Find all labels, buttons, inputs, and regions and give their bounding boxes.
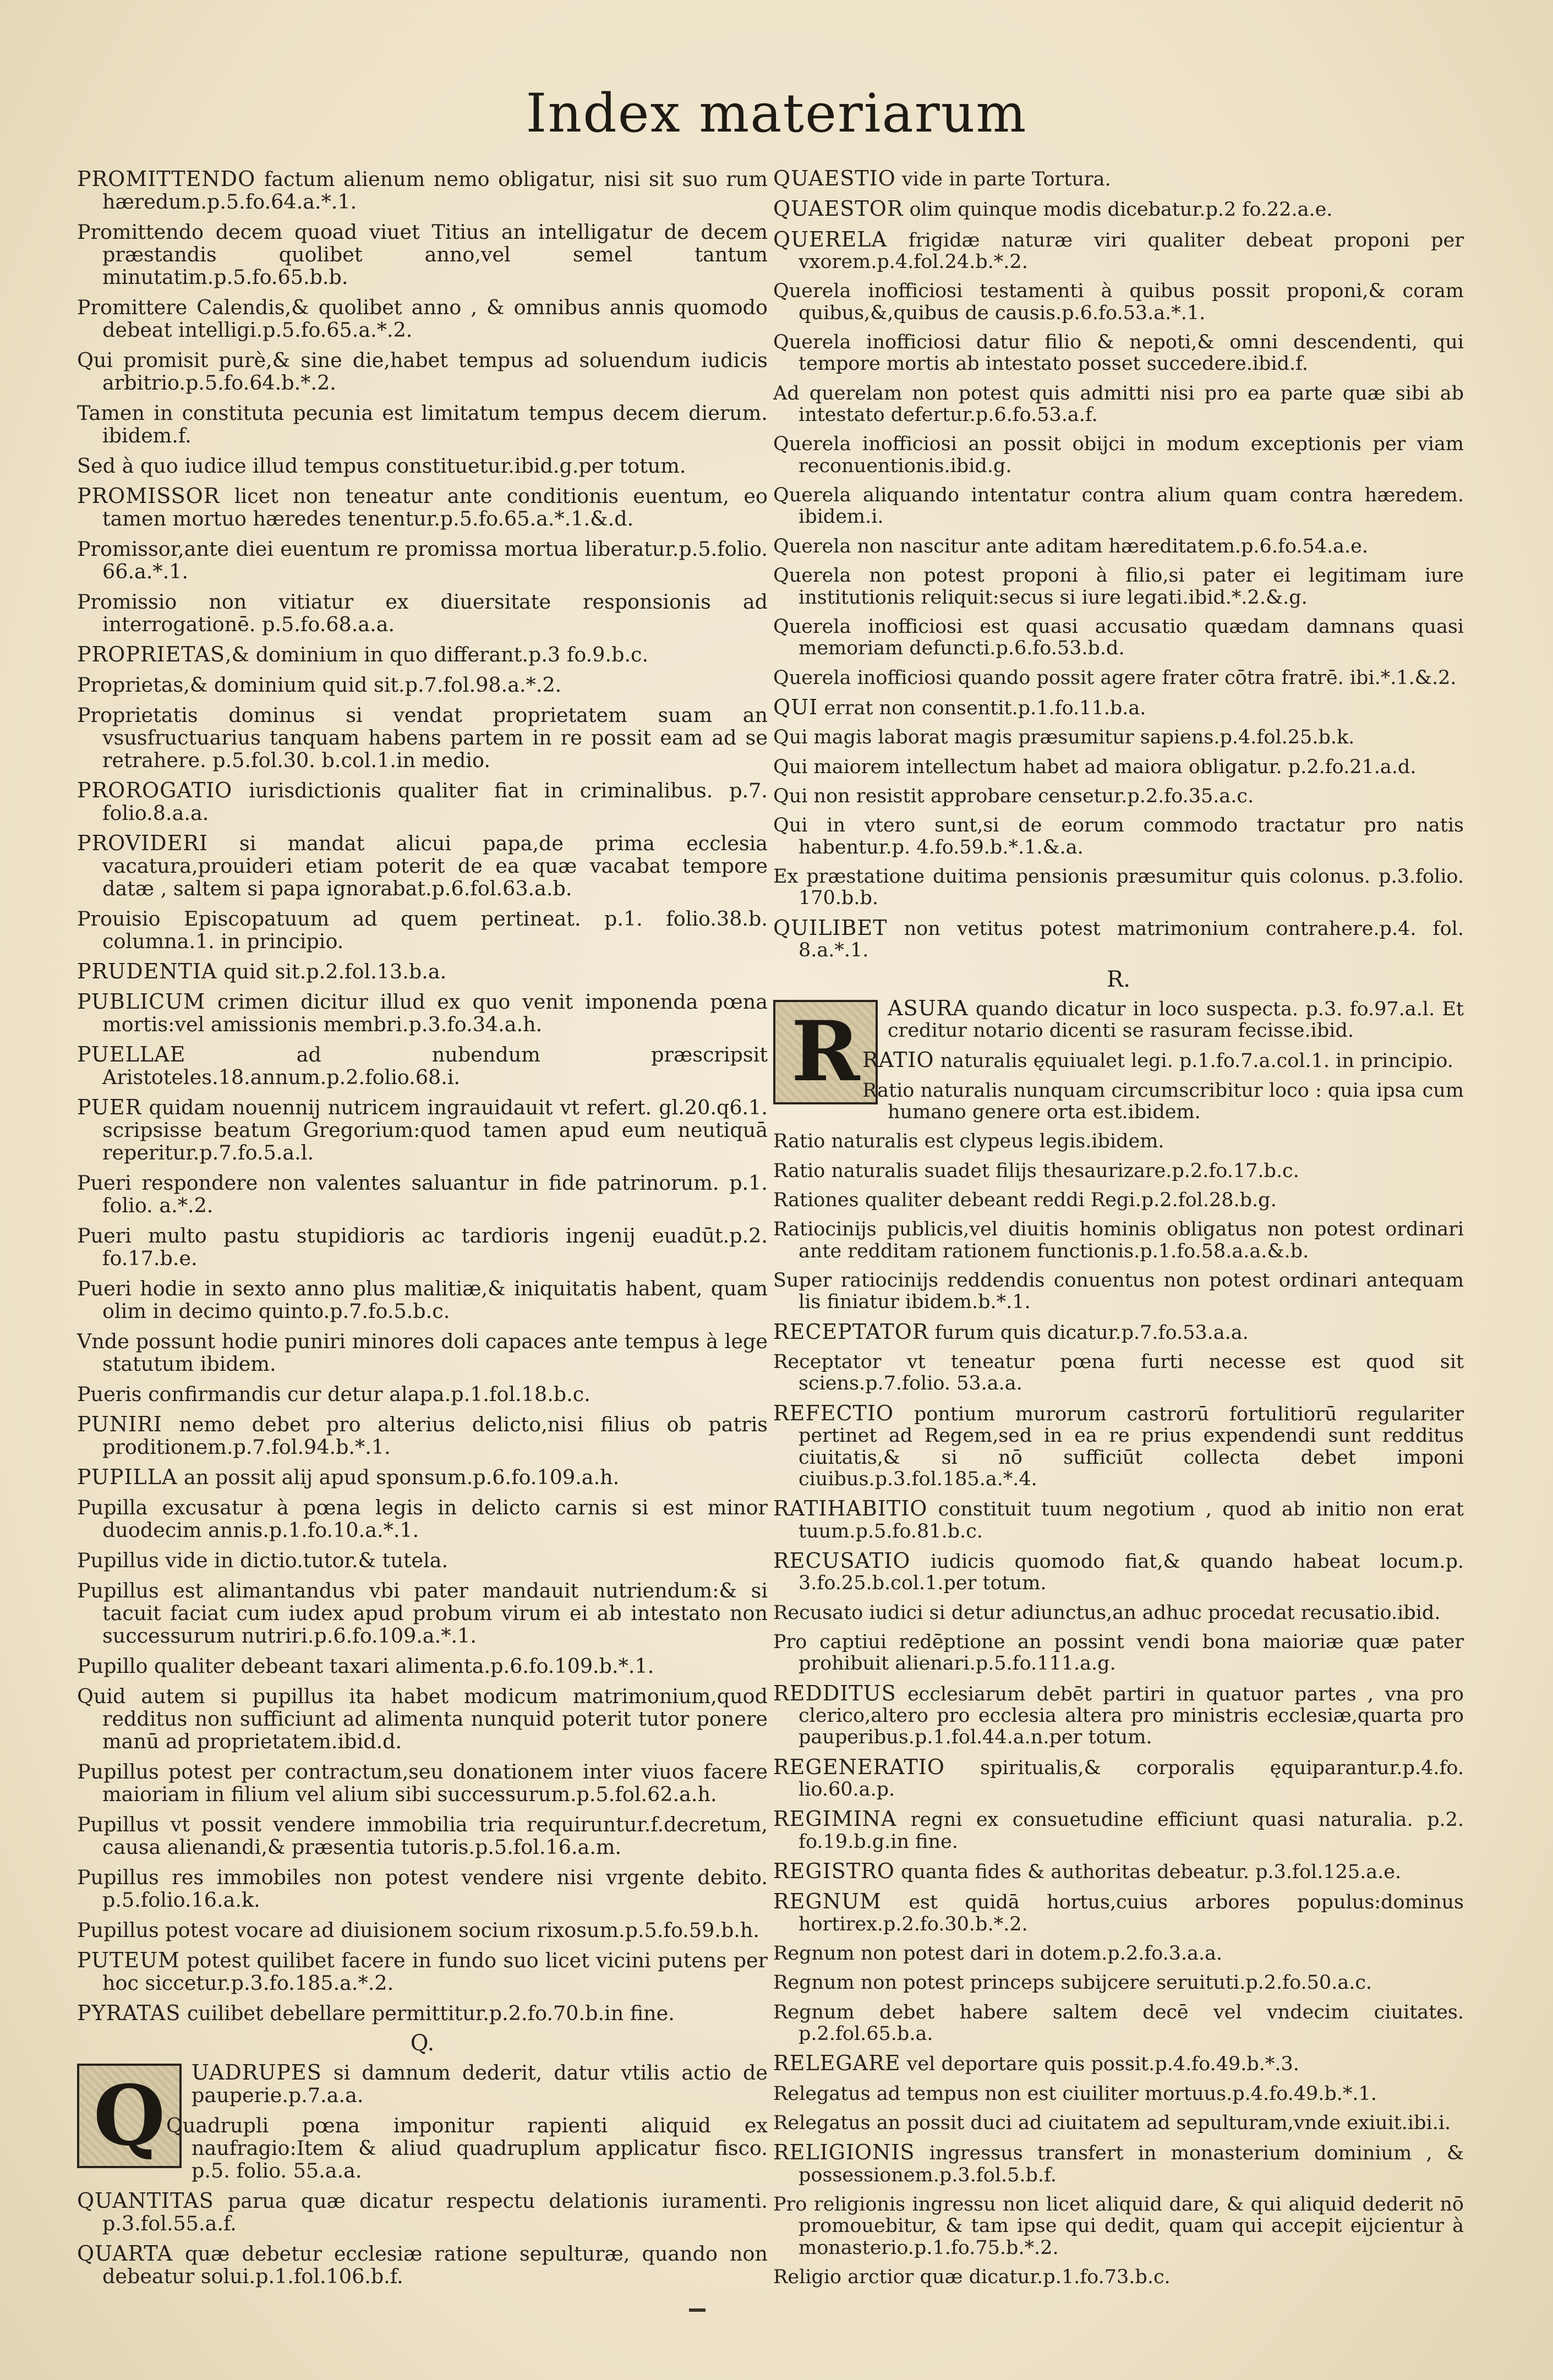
entry-text: Pueris confirmandis cur detur alapa.p.1.fol.18.b.c.	[77, 1382, 590, 1406]
entry-text: Pupillus vide in dictio.tutor.& tutela.	[77, 1549, 449, 1572]
entry-lemma: QUILIBET	[773, 915, 888, 940]
index-entry	[77, 1466, 768, 1489]
index-entry	[773, 1808, 1464, 1853]
index-entry	[773, 1131, 1464, 1152]
entry-lemma: REFECTIO	[773, 1400, 894, 1425]
entry-lemma: REGENERATIO	[773, 1754, 945, 1779]
index-entry	[77, 1579, 768, 1647]
entry-lemma: UADRUPES	[192, 2060, 322, 2084]
entry-lemma: PUELLAE	[77, 1042, 186, 1066]
index-entry	[77, 2002, 768, 2025]
entry-lemma: REGNUM	[773, 1889, 882, 1914]
section-letter: Q.	[410, 2031, 435, 2056]
index-entry	[77, 1549, 768, 1572]
left-column	[77, 168, 768, 2295]
index-entry	[77, 1096, 768, 1164]
entry-lemma: REGISTRO	[773, 1859, 895, 1883]
index-entry	[77, 485, 768, 530]
entry-text: cuilibet debellare permittitur.p.2.fo.70.b.in fine.	[181, 2001, 675, 2025]
index-entry	[77, 296, 768, 341]
entry-text: Querela non nascitur ante aditam hæreditatem.p.6.fo.54.a.e.	[773, 535, 1368, 557]
entry-text: Pro captiui redēptione an possint vendi bona maioriæ quæ pater prohibuit alienari.p.5.fo.111.a.g.	[773, 1631, 1464, 1675]
entry-text: constituit tuum negotium , quod ab initio non erat tuum.p.5.fo.81.b.c.	[799, 1498, 1464, 1542]
index-entry	[77, 349, 768, 394]
entry-text: Proprietas,& dominium quid sit.p.7.fol.98.a.*.2.	[77, 673, 562, 697]
index-entry	[77, 1866, 768, 1911]
entry-lemma: RATIHABITIO	[773, 1496, 928, 1521]
entry-text: ad nubendum præscripsit Aristoteles.18.annum.p.2.folio.68.i.	[102, 1043, 768, 1089]
index-entry	[773, 1049, 1464, 1072]
index-entry	[773, 383, 1464, 426]
entry-text: Pro religionis ingressu non licet aliquid dare, & qui aliquid dederit nō promouebitur, & tam ipse qui dedit, quam qui accepit eijcientur à monasterio.p.1.fo.75.b.*.2.	[773, 2193, 1464, 2259]
section-letter: R.	[1107, 967, 1130, 993]
entry-text: Pueri respondere non valentes saluantur in fide patrinorum. p.1. folio. a.*.2.	[77, 1171, 768, 1217]
index-entry	[773, 1754, 1464, 1801]
index-entry	[773, 1891, 1464, 1935]
entry-lemma: RECUSATIO	[773, 1548, 911, 1573]
entry-lemma: RELEGARE	[773, 2051, 901, 2076]
index-entry	[77, 1330, 768, 1375]
index-entry	[77, 1383, 768, 1405]
entry-lemma: RELIGIONIS	[773, 2140, 915, 2165]
index-entry	[77, 1277, 768, 1322]
entry-text: si damnum dederit, datur vtilis actio de pauperie.p.7.a.a.	[192, 2061, 768, 2107]
entry-text: Promissor,ante diei euentum re promissa mortua liberatur.p.5.folio. 66.a.*.1.	[77, 537, 768, 583]
index-entry	[77, 1655, 768, 1677]
index-entry	[773, 1943, 1464, 1965]
index-entry	[773, 1498, 1464, 1542]
entry-lemma: REGIMINA	[773, 1807, 897, 1831]
entry-text: Quadrupli pœna imponitur rapienti aliquid ex naufragio:Item & aliud quadruplum applicatur fisco. p.5. folio. 55.a.a.	[166, 2114, 768, 2182]
entry-text: iurisdictionis qualiter fiat in criminalibus. p.7. folio.8.a.a.	[102, 779, 768, 825]
entry-text: Ratio naturalis nunquam circumscribitur loco : quia ipsa cum humano genere orta est.ibidem.	[862, 1079, 1464, 1124]
index-entry	[773, 1270, 1464, 1314]
entry-lemma: PROMITTENDO	[77, 167, 256, 191]
index-entry	[773, 485, 1464, 528]
entry-text: iudicis quomodo fiat,& quando habeat locum.p. 3.fo.25.b.col.1.per totum.	[799, 1550, 1464, 1595]
index-entry	[77, 1685, 768, 1753]
entry-text: parua quæ dicatur respectu delationis iuramenti. p.3.fol.55.a.f.	[102, 2189, 768, 2235]
index-entry	[773, 2083, 1464, 2105]
entry-text: Ratiocinijs publicis,vel diuitis hominis obligatus non potest ordinari ante redditam rationem functionis.p.1.fo.58.a.a.&.b.	[773, 1218, 1464, 1262]
index-entry	[77, 1949, 768, 1994]
index-entry	[773, 917, 1464, 962]
entry-text: Querela non potest proponi à filio,si pater ei legitimam iure institutionis reliquit:secus si iure legati.ibid.*.2.&.g.	[773, 565, 1464, 609]
entry-text: Querela aliquando intentatur contra alium quam contra hæredem. ibidem.i.	[773, 484, 1464, 528]
entry-text: furum quis dicatur.p.7.fo.53.a.a.	[928, 1321, 1249, 1344]
page-mark	[689, 2308, 706, 2312]
index-entry	[773, 1632, 1464, 1675]
index-entry	[77, 455, 768, 477]
entry-text: Promissio non vitiatur ex diuersitate responsionis ad interrogationē. p.5.fo.68.a.a.	[77, 590, 768, 636]
entry-text: ,& dominium in quo differant.p.3 fo.9.b.c.	[225, 643, 649, 666]
decorated-initial: Q	[77, 2064, 182, 2168]
entry-lemma: QUARTA	[77, 2241, 173, 2266]
index-entry	[773, 536, 1464, 557]
index-entry	[773, 332, 1464, 375]
entry-text: Pueri hodie in sexto anno plus malitiæ,& iniquitatis habent, quam olim in decimo quinto.p.7.fo.5.b.c.	[77, 1277, 768, 1323]
index-entry	[77, 1224, 768, 1270]
index-entry	[773, 1550, 1464, 1595]
entry-text: an possit alij apud sponsum.p.6.fo.109.a.h.	[177, 1465, 620, 1489]
entry-text: quæ debetur ecclesiæ ratione sepulturæ, quando non debeatur solui.p.1.fol.106.b.f.	[102, 2242, 768, 2288]
entry-text: Proprietatis dominus si vendat proprietatem suam an vsusfructuarius tanquam habens partem in re possit eam ad se retrahere. p.5.fol.30. b.col.1.in medio.	[77, 703, 768, 772]
index-entry	[773, 1400, 1464, 1490]
entry-text: spiritualis,& corporalis ęquiparantur.p.4.fo. lio.60.a.p.	[799, 1757, 1464, 1801]
index-entry	[773, 2194, 1464, 2259]
entry-text: Promittendo decem quoad viuet Titius an intelligatur de decem præstandis quolibet anno,vel semel tantum minutatim.p.5.fo.65.b.b.	[77, 220, 768, 289]
entry-text: Vnde possunt hodie puniri minores doli capaces ante tempus à lege statutum ibidem.	[77, 1329, 768, 1376]
entry-text: quid sit.p.2.fol.13.b.a.	[217, 960, 447, 983]
index-entry	[773, 1972, 1464, 1994]
entry-text: Qui in vtero sunt,si de eorum commodo tractatur pro natis habentur.p. 4.fo.59.b.*.1.&.a.	[773, 814, 1464, 858]
entry-text: Regnum non potest dari in dotem.p.2.fo.3.a.a.	[773, 1943, 1223, 1965]
index-entry	[77, 2242, 768, 2288]
entry-text: Ratio naturalis suadet filijs thesaurizare.p.2.fo.17.b.c.	[773, 1159, 1299, 1182]
entry-text: ecclesiarum debēt partiri in quatuor partes , vna pro clerico,altero pro ecclesia altera pro ministris ecclesiæ,quarta pro pauperibus.p.1.fol.44.a.n.per totum.	[799, 1683, 1464, 1749]
index-entry	[773, 1683, 1464, 1749]
entry-text: Qui non resistit approbare censetur.p.2.fo.35.a.c.	[773, 785, 1254, 807]
entry-text: Tamen in constituta pecunia est limitatum tempus decem dierum. ibidem.f.	[77, 401, 768, 447]
entry-text: Pupillus vt possit vendere immobilia tria requiruntur.f.decretum, causa alienandi,& præsentia tutoris.p.5.fol.16.a.m.	[77, 1813, 768, 1859]
entry-text: Pupillo qualiter debeant taxari alimenta.p.6.fo.109.b.*.1.	[77, 1654, 654, 1678]
entry-text: olim quinque modis dicebatur.p.2 fo.22.a.e.	[903, 199, 1333, 221]
index-entry	[77, 704, 768, 772]
entry-lemma: PRUDENTIA	[77, 959, 217, 983]
entry-text: Qui magis laborat magis præsumitur sapiens.p.4.fol.25.b.k.	[773, 726, 1355, 749]
index-entry	[773, 229, 1464, 273]
entry-text: quanta fides & authoritas debeatur. p.3.fol.125.a.e.	[894, 1861, 1402, 1883]
index-entry	[77, 1172, 768, 1217]
index-entry	[77, 1760, 768, 1805]
index-entry	[773, 2113, 1464, 2134]
entry-text: factum alienum nemo obligatur, nisi sit suo rum hæredum.p.5.fo.64.a.*.1.	[102, 167, 768, 214]
entry-text: Pupillus potest vocare ad diuisionem socium rixosum.p.5.fo.59.b.h.	[77, 1918, 760, 1942]
entry-text: Ad querelam non potest quis admitti nisi pro ea parte quæ sibi ab intestato defertur.p.6.fo.53.a.f.	[773, 382, 1464, 426]
entry-text: frigidæ naturæ viri qualiter debeat proponi per vxorem.p.4.fol.24.b.*.2.	[799, 229, 1464, 273]
index-entry	[773, 616, 1464, 660]
entry-text: Religio arctior quæ dicatur.p.1.fo.73.b.c.	[773, 2266, 1171, 2289]
index-entry	[773, 815, 1464, 858]
entry-text: Querela inofficiosi datur filio & nepoti,& omni descendenti, qui tempore mortis ab intestato posset succedere.ibid.f.	[773, 331, 1464, 375]
entry-text: Promittere Calendis,& quolibet anno , & omnibus annis quomodo debeat intelligi.p.5.fo.65.a.*.2.	[77, 296, 768, 342]
entry-text: Rationes qualiter debeant reddi Regi.p.2.fol.28.b.g.	[773, 1189, 1277, 1212]
index-entry	[773, 1219, 1464, 1262]
index-entry	[773, 694, 1464, 719]
entry-text: non vetitus potest matrimonium contrahere.p.4. fol. 8.a.*.1.	[799, 917, 1464, 961]
index-entry	[77, 832, 768, 900]
entry-lemma: REDDITUS	[773, 1681, 896, 1705]
entry-text: Ratio naturalis est clypeus legis.ibidem.	[773, 1130, 1164, 1153]
index-entry	[77, 779, 768, 824]
index-entry	[77, 538, 768, 583]
index-entry	[773, 786, 1464, 807]
index-entry	[77, 2190, 768, 2235]
entry-text: Relegatus ad tempus non est ciuiliter mortuus.p.4.fo.49.b.*.1.	[773, 2082, 1377, 2105]
entry-lemma: RATIO	[862, 1048, 934, 1073]
index-entry	[77, 402, 768, 447]
index-entry	[773, 281, 1464, 324]
entry-lemma: PUPILLA	[77, 1465, 178, 1489]
entry-text: Qui promisit purè,& sine die,habet tempus ad soluendum iudicis arbitrio.p.5.fo.64.b.*.2.	[77, 348, 768, 395]
entry-text: Sed à quo iudice illud tempus constituetur.ibid.g.per totum.	[77, 454, 686, 478]
entry-lemma: QUI	[773, 694, 818, 719]
entry-text: quando dicatur in loco suspecta. p.3. fo.97.a.l. Et creditur notario dicenti se rasuram fecisse.ibid.	[888, 998, 1464, 1042]
entry-text: errat non consentit.p.1.fo.11.b.a.	[818, 697, 1146, 719]
entry-text: Ex præstatione duitima pensionis præsumitur quis colonus. p.3.folio. 170.b.b.	[773, 865, 1464, 910]
entry-lemma: PYRATAS	[77, 2001, 181, 2025]
entry-text: Querela inofficiosi an possit obijci in modum exceptionis per viam reconuentionis.ibid.g.	[773, 433, 1464, 477]
index-entry	[773, 2002, 1464, 2045]
index-entry	[77, 168, 768, 213]
entry-lemma: PROROGATIO	[77, 778, 233, 802]
entry-text: vide in parte Tortura.	[895, 168, 1111, 190]
entry-text: Regnum non potest princeps subijcere seruituti.p.2.fo.50.a.c.	[773, 1972, 1372, 1994]
entry-text: si mandat alicui papa,de prima ecclesia vacatura,prouideri etiam poterit de ea quæ vacabat tempore datæ , saltem si papa ignorabat.p.6.fol.63.a.b.	[102, 831, 768, 900]
entry-text: Pupillus res immobiles non potest vendere nisi vrgente debito. p.5.folio.16.a.k.	[77, 1865, 768, 1912]
entry-text: Quid autem si pupillus ita habet modicum matrimonium,quod redditus non sufficiunt ad alimenta nunquid poterit tutor ponere manū ad proprietatem.ibid.d.	[77, 1684, 768, 1753]
index-entry	[77, 960, 768, 983]
entry-lemma: PROMISSOR	[77, 484, 220, 508]
index-entry	[77, 1043, 768, 1088]
entry-lemma: QUAESTIO	[773, 166, 896, 190]
index-entry	[773, 434, 1464, 477]
index-entry	[773, 2267, 1464, 2288]
entry-lemma: PUNIRI	[77, 1412, 162, 1436]
entry-text: Receptator vt teneatur pœna furti necesse est quod sit sciens.p.7.folio. 53.a.a.	[773, 1351, 1464, 1395]
entry-lemma: PROVIDERI	[77, 831, 208, 855]
index-entry	[773, 198, 1464, 221]
index-entry	[77, 643, 768, 666]
decorated-initial: R	[773, 1000, 878, 1104]
entry-text: potest quilibet facere in fundo suo licet vicini putens per hoc siccetur.p.3.fo.185.a.*.2.	[102, 1949, 768, 1995]
entry-text: nemo debet pro alterius delicto,nisi filius ob patris proditionem.p.7.fol.94.b.*.1.	[102, 1413, 768, 1459]
entry-text: Prouisio Episcopatuum ad quem pertineat. p.1. folio.38.b. columna.1. in principio.	[77, 907, 768, 953]
entry-lemma: QUAESTOR	[773, 196, 904, 221]
index-entry	[77, 1496, 768, 1541]
index-entry	[773, 757, 1464, 778]
entry-text: Pupillus est alimantandus vbi pater mandauit nutriendum:& si tacuit faciat cum iudex apud probum virum ei ab intestato non successurum nutriri.p.6.fo.109.a.*.1.	[77, 1579, 768, 1648]
index-entry	[77, 590, 768, 636]
entry-text: Recusato iudici si detur adiunctus,an adhuc procedat recusatio.ibid.	[773, 1601, 1441, 1624]
entry-text: pontium murorum castrorū fortulitiorū regulariter pertinet ad Regem,sed in ea re prius expendendi sunt redditus ciuitatis,& si nō sufficiūt collecta debet imponi ciuibus.p.3.fol.185.a.*.4.	[799, 1403, 1464, 1490]
index-entry	[773, 1861, 1464, 1883]
entry-text: Regnum debet habere saltem decē vel vndecim ciuitates. p.2.fol.65.b.a.	[773, 2001, 1464, 2045]
index-entry	[77, 991, 768, 1036]
index-entry	[773, 668, 1464, 689]
index-entry	[773, 565, 1464, 609]
page-title: Index materiarum	[526, 83, 1027, 144]
index-entry	[77, 221, 768, 288]
index-entry	[77, 674, 768, 696]
entry-text: est quidā hortus,cuius arbores populus:dominus hortirex.p.2.fo.30.b.*.2.	[799, 1891, 1464, 1935]
entry-text: Querela inofficiosi quando possit agere frater cōtra fratrē. ibi.*.1.&.2.	[773, 666, 1457, 689]
entry-text: Super ratiocinijs reddendis conuentus non potest ordinari antequam lis finiatur ibidem.b.*.1.	[773, 1270, 1464, 1314]
entry-text: Querela inofficiosi est quasi accusatio quædam damnans quasi memoriam defuncti.p.6.fo.53.b.d.	[773, 615, 1464, 660]
index-entry	[77, 1813, 768, 1858]
index-entry	[77, 1413, 768, 1458]
index-entry	[773, 2142, 1464, 2186]
index-entry	[773, 1352, 1464, 1395]
entry-text: licet non teneatur ante conditionis euentum, eo tamen mortuo hæredes tenentur.p.5.fo.65.a.*.1.&.d.	[102, 484, 768, 530]
entry-text: Pueri multo pastu stupidioris ac tardioris ingenij euadūt.p.2. fo.17.b.e.	[77, 1224, 768, 1270]
index-entry	[773, 1321, 1464, 1344]
entry-text: vel deportare quis possit.p.4.fo.49.b.*.3.	[900, 2053, 1299, 2076]
index-entry	[77, 907, 768, 953]
index-entry	[773, 866, 1464, 910]
right-column	[773, 168, 1464, 2296]
entry-text: regni ex consuetudine efficiunt quasi naturalia. p.2. fo.19.b.g.in fine.	[799, 1809, 1464, 1853]
index-entry	[773, 2053, 1464, 2075]
entry-lemma: QUERELA	[773, 227, 887, 251]
entry-text: ingressus transfert in monasterium dominium , & possessionem.p.3.fol.5.b.f.	[799, 2142, 1464, 2186]
index-entry	[773, 1161, 1464, 1182]
entry-text: Querela inofficiosi testamenti à quibus possit proponi,& coram quibus,&,quibus de causis.p.6.fo.53.a.*.1.	[773, 280, 1464, 324]
entry-lemma: PROPRIETAS	[77, 642, 226, 666]
index-entry	[773, 727, 1464, 748]
entry-text: Pupillus potest per contractum,seu donationem inter viuos facere maioriam in filium vel alium sibi successurum.p.5.fol.62.a.h.	[77, 1760, 768, 1806]
entry-text: crimen dicitur illud ex quo venit imponenda pœna mortis:vel amissionis membri.p.3.fo.34.a.h.	[102, 990, 768, 1036]
entry-text: naturalis ęquiualet legi. p.1.fo.7.a.col.1. in principio.	[934, 1050, 1453, 1073]
entry-lemma: QUANTITAS	[77, 2188, 214, 2213]
entry-lemma: RECEPTATOR	[773, 1319, 929, 1344]
index-entry	[773, 1190, 1464, 1211]
entry-text: Relegatus an possit duci ad ciuitatem ad sepulturam,vnde exiuit.ibi.i.	[773, 2112, 1451, 2135]
index-entry	[773, 1602, 1464, 1624]
entry-text: Pupilla excusatur à pœna legis in delicto carnis si est minor duodecim annis.p.1.fo.10.a.*.1.	[77, 1496, 768, 1542]
entry-lemma: PUER	[77, 1095, 142, 1119]
entry-text: quidam nouennij nutricem ingrauidauit vt refert. gl.20.q6.1. scripsisse beatum Gregorium:quod tamen apud eum neutiquā reperitur.p.7.fo.5.a.l.	[102, 1096, 768, 1164]
entry-lemma: PUBLICUM	[77, 989, 206, 1014]
index-entry	[773, 168, 1464, 190]
index-entry	[77, 1919, 768, 1941]
entry-lemma: PUTEUM	[77, 1948, 180, 1972]
entry-text: Qui maiorem intellectum habet ad maiora obligatur. p.2.fo.21.a.d.	[773, 756, 1417, 778]
entry-lemma: ASURA	[888, 995, 969, 1020]
